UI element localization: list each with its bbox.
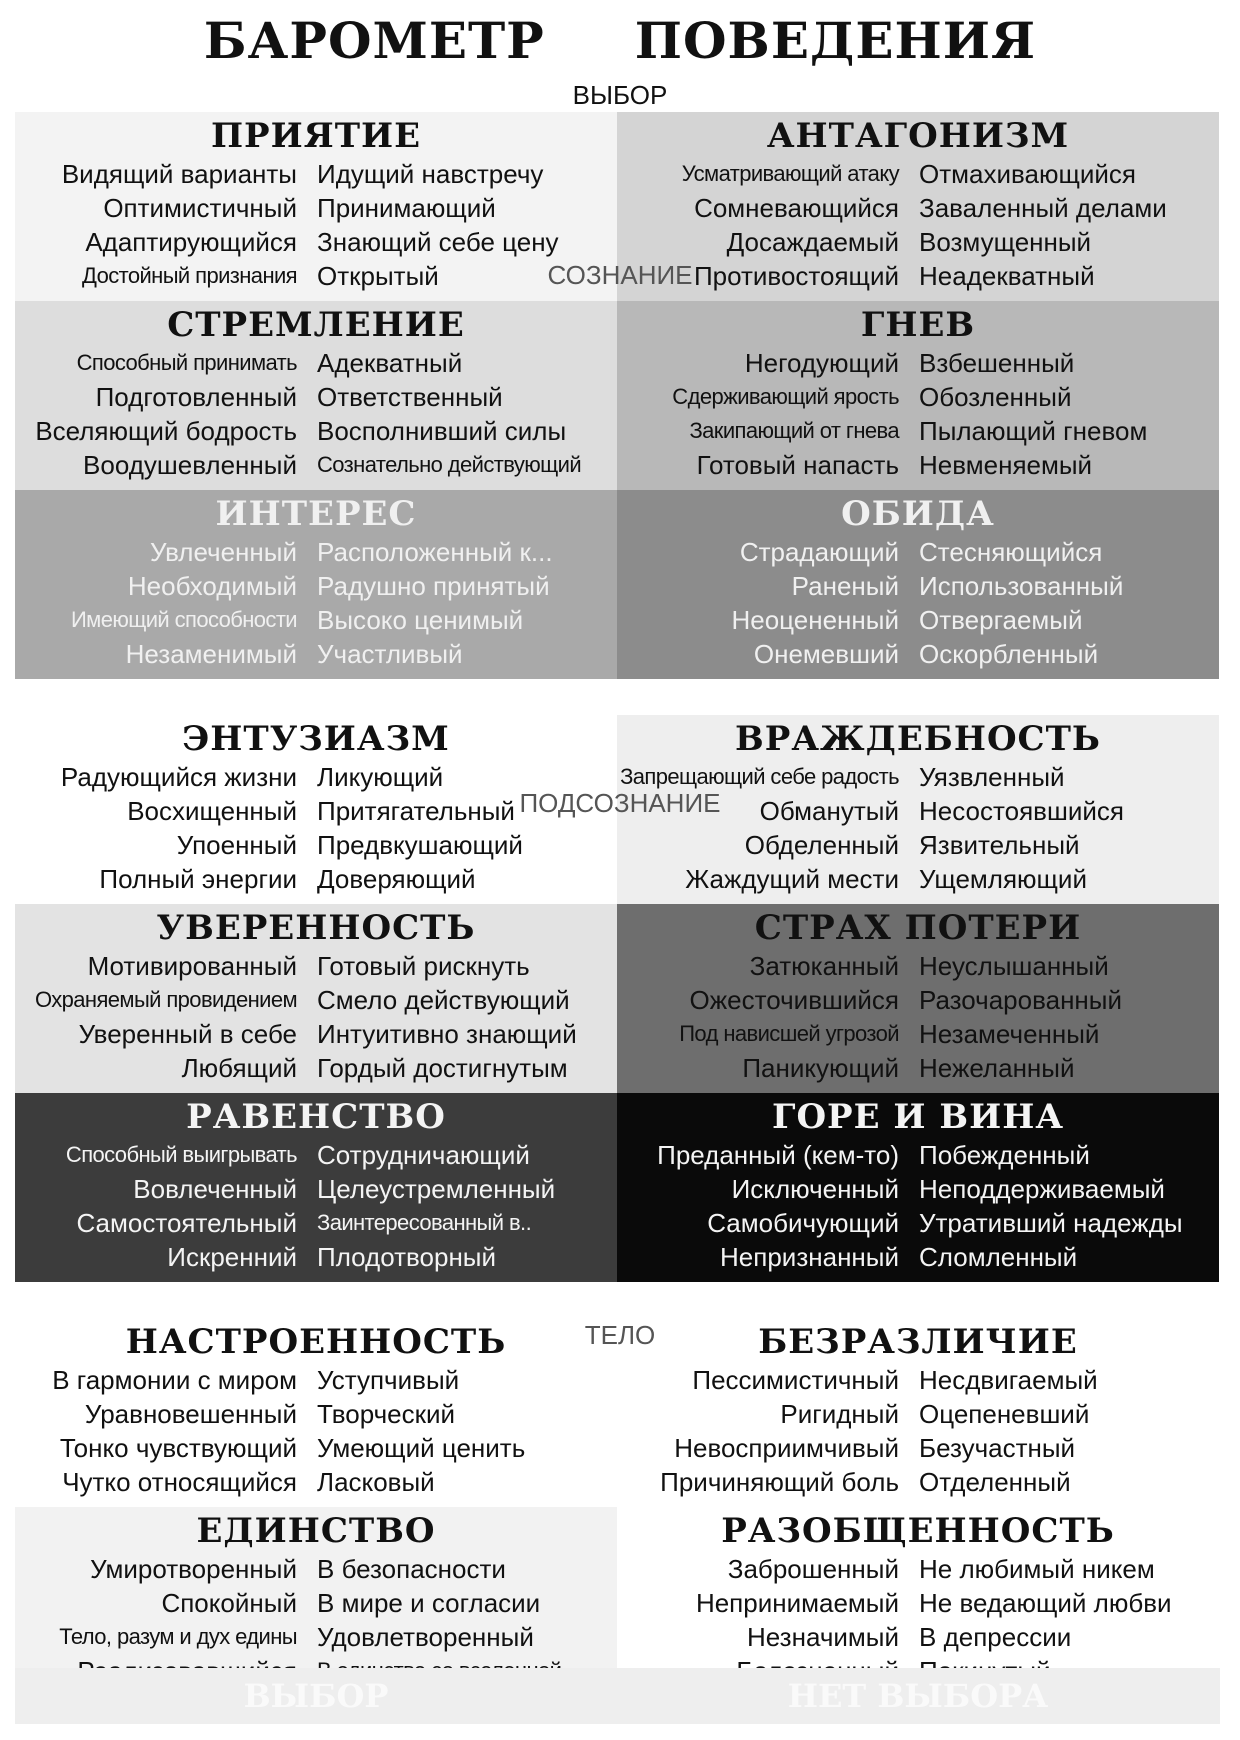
emotion-word: Невосприимчивый bbox=[674, 1433, 899, 1463]
emotion-block bbox=[617, 490, 1219, 679]
emotion-word: Гордый достигнутым bbox=[317, 1053, 568, 1083]
section-gap bbox=[15, 1282, 1220, 1318]
emotion-word: Смело действующий bbox=[317, 985, 570, 1015]
emotion-word: Воодушевленный bbox=[83, 450, 297, 480]
emotion-word: Негодующий bbox=[744, 348, 899, 378]
emotion-word: Пессимистичный bbox=[692, 1365, 899, 1395]
emotion-word: Интуитивно знающий bbox=[317, 1019, 577, 1049]
emotion-word: Любящий bbox=[181, 1053, 297, 1083]
grid-row bbox=[15, 1093, 1220, 1282]
grid-row bbox=[15, 1318, 1220, 1507]
emotion-block-title: АНТАГОНИЗМ bbox=[766, 116, 1070, 156]
emotion-word: Ригидный bbox=[780, 1399, 899, 1429]
title-right: ПОВЕДЕНИЯ bbox=[634, 11, 1037, 70]
emotion-word: Неуслышанный bbox=[919, 951, 1109, 981]
emotion-word: Открытый bbox=[317, 261, 439, 291]
emotion-block bbox=[15, 1093, 617, 1282]
emotion-word: Паникующий bbox=[742, 1053, 899, 1083]
emotion-block bbox=[15, 904, 617, 1093]
emotion-block-title: ЭНТУЗИАЗМ bbox=[182, 719, 450, 759]
emotion-word: Незамеченный bbox=[919, 1019, 1100, 1049]
emotion-word: Адекватный bbox=[317, 348, 463, 378]
emotion-word: Запрещающий себе радость bbox=[620, 764, 899, 789]
emotion-word: Вселяющий бодрость bbox=[35, 416, 297, 446]
emotion-block-title: ВРАЖДЕБНОСТЬ bbox=[735, 719, 1101, 759]
emotion-word: Оптимистичный bbox=[103, 193, 297, 223]
emotion-word: Несостоявшийся bbox=[919, 796, 1124, 826]
emotion-block-title: УВЕРЕННОСТЬ bbox=[156, 908, 476, 948]
emotion-word: Имеющий способности bbox=[70, 607, 297, 632]
emotion-word: Непринимаемый bbox=[695, 1588, 899, 1618]
emotion-word: Высоко ценимый bbox=[317, 605, 524, 635]
emotion-word: Отмахивающийся bbox=[919, 159, 1136, 189]
emotion-word: Способный выигрывать bbox=[65, 1142, 297, 1167]
emotion-word: Творческий bbox=[317, 1399, 456, 1429]
band-label-subconscious: ПОДСОЗНАНИЕ bbox=[519, 788, 721, 818]
emotion-word: Побежденный bbox=[919, 1140, 1090, 1170]
emotion-word: Идущий навстречу bbox=[317, 159, 544, 189]
emotion-word: Сотрудничающий bbox=[317, 1140, 530, 1170]
emotion-word: Утративший надежды bbox=[919, 1208, 1183, 1238]
grid-row bbox=[15, 112, 1220, 301]
emotion-word: Расположенный к... bbox=[317, 537, 553, 567]
emotion-block bbox=[617, 715, 1219, 904]
emotion-word: Целеустремленный bbox=[317, 1174, 556, 1204]
emotion-word: Отделенный bbox=[919, 1467, 1071, 1497]
emotion-word: Исключенный bbox=[731, 1174, 899, 1204]
emotion-word: Самобичующий bbox=[707, 1208, 899, 1238]
emotion-word-list bbox=[15, 157, 617, 293]
emotion-word: Заинтересованный в.. bbox=[317, 1210, 532, 1235]
emotion-word: Язвительный bbox=[919, 830, 1080, 860]
emotion-block-title: СТРЕМЛЕНИЕ bbox=[167, 305, 465, 345]
bottom-label-choice: ВЫБОР bbox=[243, 1677, 389, 1715]
emotion-word: Плодотворный bbox=[317, 1242, 497, 1272]
emotion-block-title: ГНЕВ bbox=[860, 305, 976, 345]
emotion-word: Несдвигаемый bbox=[919, 1365, 1098, 1395]
emotion-word: Участливый bbox=[317, 639, 463, 669]
emotion-word: Самостоятельный bbox=[76, 1208, 297, 1238]
emotion-word: Необходимый bbox=[127, 571, 297, 601]
emotion-word: Неподдерживаемый bbox=[919, 1174, 1165, 1204]
emotion-word: Взбешенный bbox=[919, 348, 1075, 378]
grid-row bbox=[15, 490, 1220, 679]
emotion-word: Готовый напасть bbox=[696, 450, 899, 480]
emotion-word: Возмущенный bbox=[919, 227, 1092, 257]
emotion-word: Удовлетворенный bbox=[317, 1622, 534, 1652]
emotion-word: Заваленный делами bbox=[919, 193, 1167, 223]
emotion-word: Нежеланный bbox=[919, 1053, 1075, 1083]
emotion-word: Обозленный bbox=[919, 382, 1072, 412]
emotion-word: Восполнивший силы bbox=[317, 416, 567, 446]
emotion-word: Обделенный bbox=[744, 830, 899, 860]
emotion-word: Не любимый никем bbox=[919, 1554, 1155, 1584]
section-gap bbox=[15, 679, 1220, 715]
emotion-word: Под нависшей угрозой bbox=[679, 1021, 899, 1046]
emotion-word: Адаптирующийся bbox=[85, 227, 297, 257]
emotion-word: Ответственный bbox=[317, 382, 503, 412]
emotion-block-title: СТРАХ ПОТЕРИ bbox=[754, 908, 1082, 948]
emotion-word: Сомневающийся bbox=[694, 193, 899, 223]
emotion-word: Готовый рискнуть bbox=[317, 951, 530, 981]
emotion-word: Использованный bbox=[919, 571, 1124, 601]
emotion-word: Умеющий ценить bbox=[317, 1433, 526, 1463]
emotion-word: Обманутый bbox=[759, 796, 899, 826]
emotion-block-title: РАВЕНСТВО bbox=[186, 1097, 446, 1137]
emotion-word: Радушно принятый bbox=[317, 571, 550, 601]
emotion-word: Раненый bbox=[791, 571, 899, 601]
emotion-word: Доверяющий bbox=[317, 864, 476, 894]
emotion-word: Незначимый bbox=[747, 1622, 899, 1652]
emotion-word: Досаждаемый bbox=[726, 227, 899, 257]
emotion-word: Радующийся жизни bbox=[60, 762, 297, 792]
emotion-word: В мире и согласии bbox=[317, 1588, 541, 1618]
emotion-block-title: НАСТРОЕННОСТЬ bbox=[125, 1322, 507, 1362]
emotion-word: В депрессии bbox=[919, 1622, 1072, 1652]
emotion-block bbox=[617, 1093, 1219, 1282]
emotion-block bbox=[15, 301, 617, 490]
emotion-word: Отвергаемый bbox=[919, 605, 1083, 635]
emotion-word: Закипающий от гнева bbox=[689, 418, 899, 443]
emotion-word: Предвкушающий bbox=[317, 830, 523, 860]
emotion-word-list bbox=[15, 949, 617, 1085]
emotion-word: Разочарованный bbox=[919, 985, 1122, 1015]
emotion-block bbox=[15, 490, 617, 679]
emotion-word: Притягательный bbox=[317, 796, 515, 826]
emotion-word-list bbox=[617, 760, 1219, 896]
emotion-word: Незаменимый bbox=[125, 639, 297, 669]
emotion-word: Уступчивый bbox=[317, 1365, 460, 1395]
emotion-word: Способный принимать bbox=[76, 350, 297, 375]
emotion-block bbox=[15, 715, 617, 904]
emotion-block-title: ОБИДА bbox=[841, 494, 995, 534]
emotion-word: Оскорбленный bbox=[919, 639, 1099, 669]
emotion-word: Пылающий гневом bbox=[919, 416, 1148, 446]
emotion-block-title: БЕЗРАЗЛИЧИЕ bbox=[758, 1322, 1078, 1362]
emotion-word: Противостоящий bbox=[693, 261, 899, 291]
emotion-word: Невменяемый bbox=[919, 450, 1093, 480]
emotion-word: Тело, разум и дух едины bbox=[59, 1624, 297, 1649]
choice-label: ВЫБОР bbox=[572, 80, 668, 110]
emotion-word: Ожесточившийся bbox=[689, 985, 899, 1015]
emotion-word: Охраняемый провидением bbox=[34, 987, 297, 1012]
emotion-word-list bbox=[617, 1363, 1219, 1499]
grid-row bbox=[15, 301, 1220, 490]
emotion-word: Упоенный bbox=[176, 830, 297, 860]
bottom-choice-row bbox=[15, 1668, 1220, 1724]
emotion-block-title: РАЗОБЩЕННОСТЬ bbox=[721, 1511, 1115, 1551]
emotion-word: Преданный (кем-то) bbox=[657, 1140, 899, 1170]
emotion-word: Уязвленный bbox=[919, 762, 1065, 792]
emotion-word: Вовлеченный bbox=[133, 1174, 297, 1204]
emotion-word: Оцепеневший bbox=[919, 1399, 1090, 1429]
emotion-word: Непризнанный bbox=[720, 1242, 899, 1272]
emotion-block bbox=[617, 301, 1219, 490]
emotion-word: В безопасности bbox=[317, 1554, 506, 1584]
emotion-word: Ласковый bbox=[317, 1467, 435, 1497]
emotion-word: Мотивированный bbox=[87, 951, 297, 981]
emotion-block bbox=[617, 904, 1219, 1093]
emotion-word: Сломленный bbox=[919, 1242, 1078, 1272]
emotion-block bbox=[15, 1318, 617, 1507]
emotion-word: Тонко чувствующий bbox=[59, 1433, 297, 1463]
emotion-word-list bbox=[617, 157, 1219, 293]
emotion-word: Страдающий bbox=[739, 537, 899, 567]
emotion-word-list bbox=[15, 1363, 617, 1499]
emotion-word: Уравновешенный bbox=[84, 1399, 297, 1429]
emotion-block bbox=[617, 1318, 1219, 1507]
emotion-word-list bbox=[15, 346, 617, 482]
emotion-word-list bbox=[617, 346, 1219, 482]
emotion-word: Увлеченный bbox=[150, 537, 297, 567]
emotion-word-list bbox=[15, 535, 617, 671]
grid-row bbox=[15, 904, 1220, 1093]
emotion-word-list bbox=[617, 1138, 1219, 1274]
barometer-grid bbox=[15, 112, 1220, 1696]
bottom-label-no-choice: НЕТ ВЫБОРА bbox=[787, 1677, 1049, 1715]
emotion-block bbox=[15, 112, 617, 301]
emotion-word: Сознательно действующий bbox=[317, 452, 582, 477]
emotion-word: Чутко относящийся bbox=[62, 1467, 297, 1497]
emotion-word: Полный энергии bbox=[99, 864, 297, 894]
emotion-word: Уверенный в себе bbox=[78, 1019, 297, 1049]
emotion-word: Принимающий bbox=[317, 193, 496, 223]
emotion-block bbox=[617, 112, 1219, 301]
emotion-word-list bbox=[15, 760, 617, 896]
band-label-consciousness: СОЗНАНИЕ bbox=[547, 260, 693, 290]
emotion-word: Стесняющийся bbox=[919, 537, 1103, 567]
emotion-word: Умиротворенный bbox=[90, 1554, 297, 1584]
emotion-word-list bbox=[15, 1138, 617, 1274]
emotion-word: Неоцененный bbox=[731, 605, 899, 635]
emotion-word: Сдерживающий ярость bbox=[672, 384, 899, 409]
emotion-word: Усматривающий атаку bbox=[681, 161, 899, 186]
page-title bbox=[0, 6, 1240, 76]
emotion-block-title: ГОРЕ И ВИНА bbox=[771, 1097, 1065, 1137]
emotion-word: Безучастный bbox=[919, 1433, 1076, 1463]
grid-row bbox=[15, 715, 1220, 904]
emotion-word: Достойный признания bbox=[82, 263, 297, 288]
emotion-word: Не ведающий любви bbox=[919, 1588, 1172, 1618]
emotion-word: Заброшенный bbox=[727, 1554, 899, 1584]
emotion-word: Спокойный bbox=[161, 1588, 297, 1618]
emotion-word: Причиняющий боль bbox=[660, 1467, 899, 1497]
emotion-word: Подготовленный bbox=[95, 382, 297, 412]
emotion-word: Видящий варианты bbox=[61, 159, 297, 189]
emotion-block-title: ИНТЕРЕС bbox=[215, 494, 417, 534]
emotion-word: Затюканный bbox=[749, 951, 899, 981]
emotion-word-list bbox=[617, 535, 1219, 671]
title-left: БАРОМЕТР bbox=[203, 11, 545, 70]
band-label-body: ТЕЛО bbox=[584, 1320, 656, 1350]
emotion-block-title: ПРИЯТИЕ bbox=[210, 116, 422, 156]
emotion-word: Знающий себе цену bbox=[317, 227, 559, 257]
emotion-word: Искренний bbox=[167, 1242, 297, 1272]
emotion-word: Ущемляющий bbox=[919, 864, 1087, 894]
emotion-word: Ликующий bbox=[317, 762, 444, 792]
emotion-word: Восхищенный bbox=[127, 796, 297, 826]
emotion-word: В гармонии с миром bbox=[52, 1365, 297, 1395]
emotion-word-list bbox=[617, 949, 1219, 1085]
emotion-block-title: ЕДИНСТВО bbox=[196, 1511, 436, 1551]
emotion-word: Жаждущий мести bbox=[685, 864, 899, 894]
emotion-word: Неадекватный bbox=[919, 261, 1095, 291]
emotion-word: Онемевший bbox=[753, 639, 899, 669]
